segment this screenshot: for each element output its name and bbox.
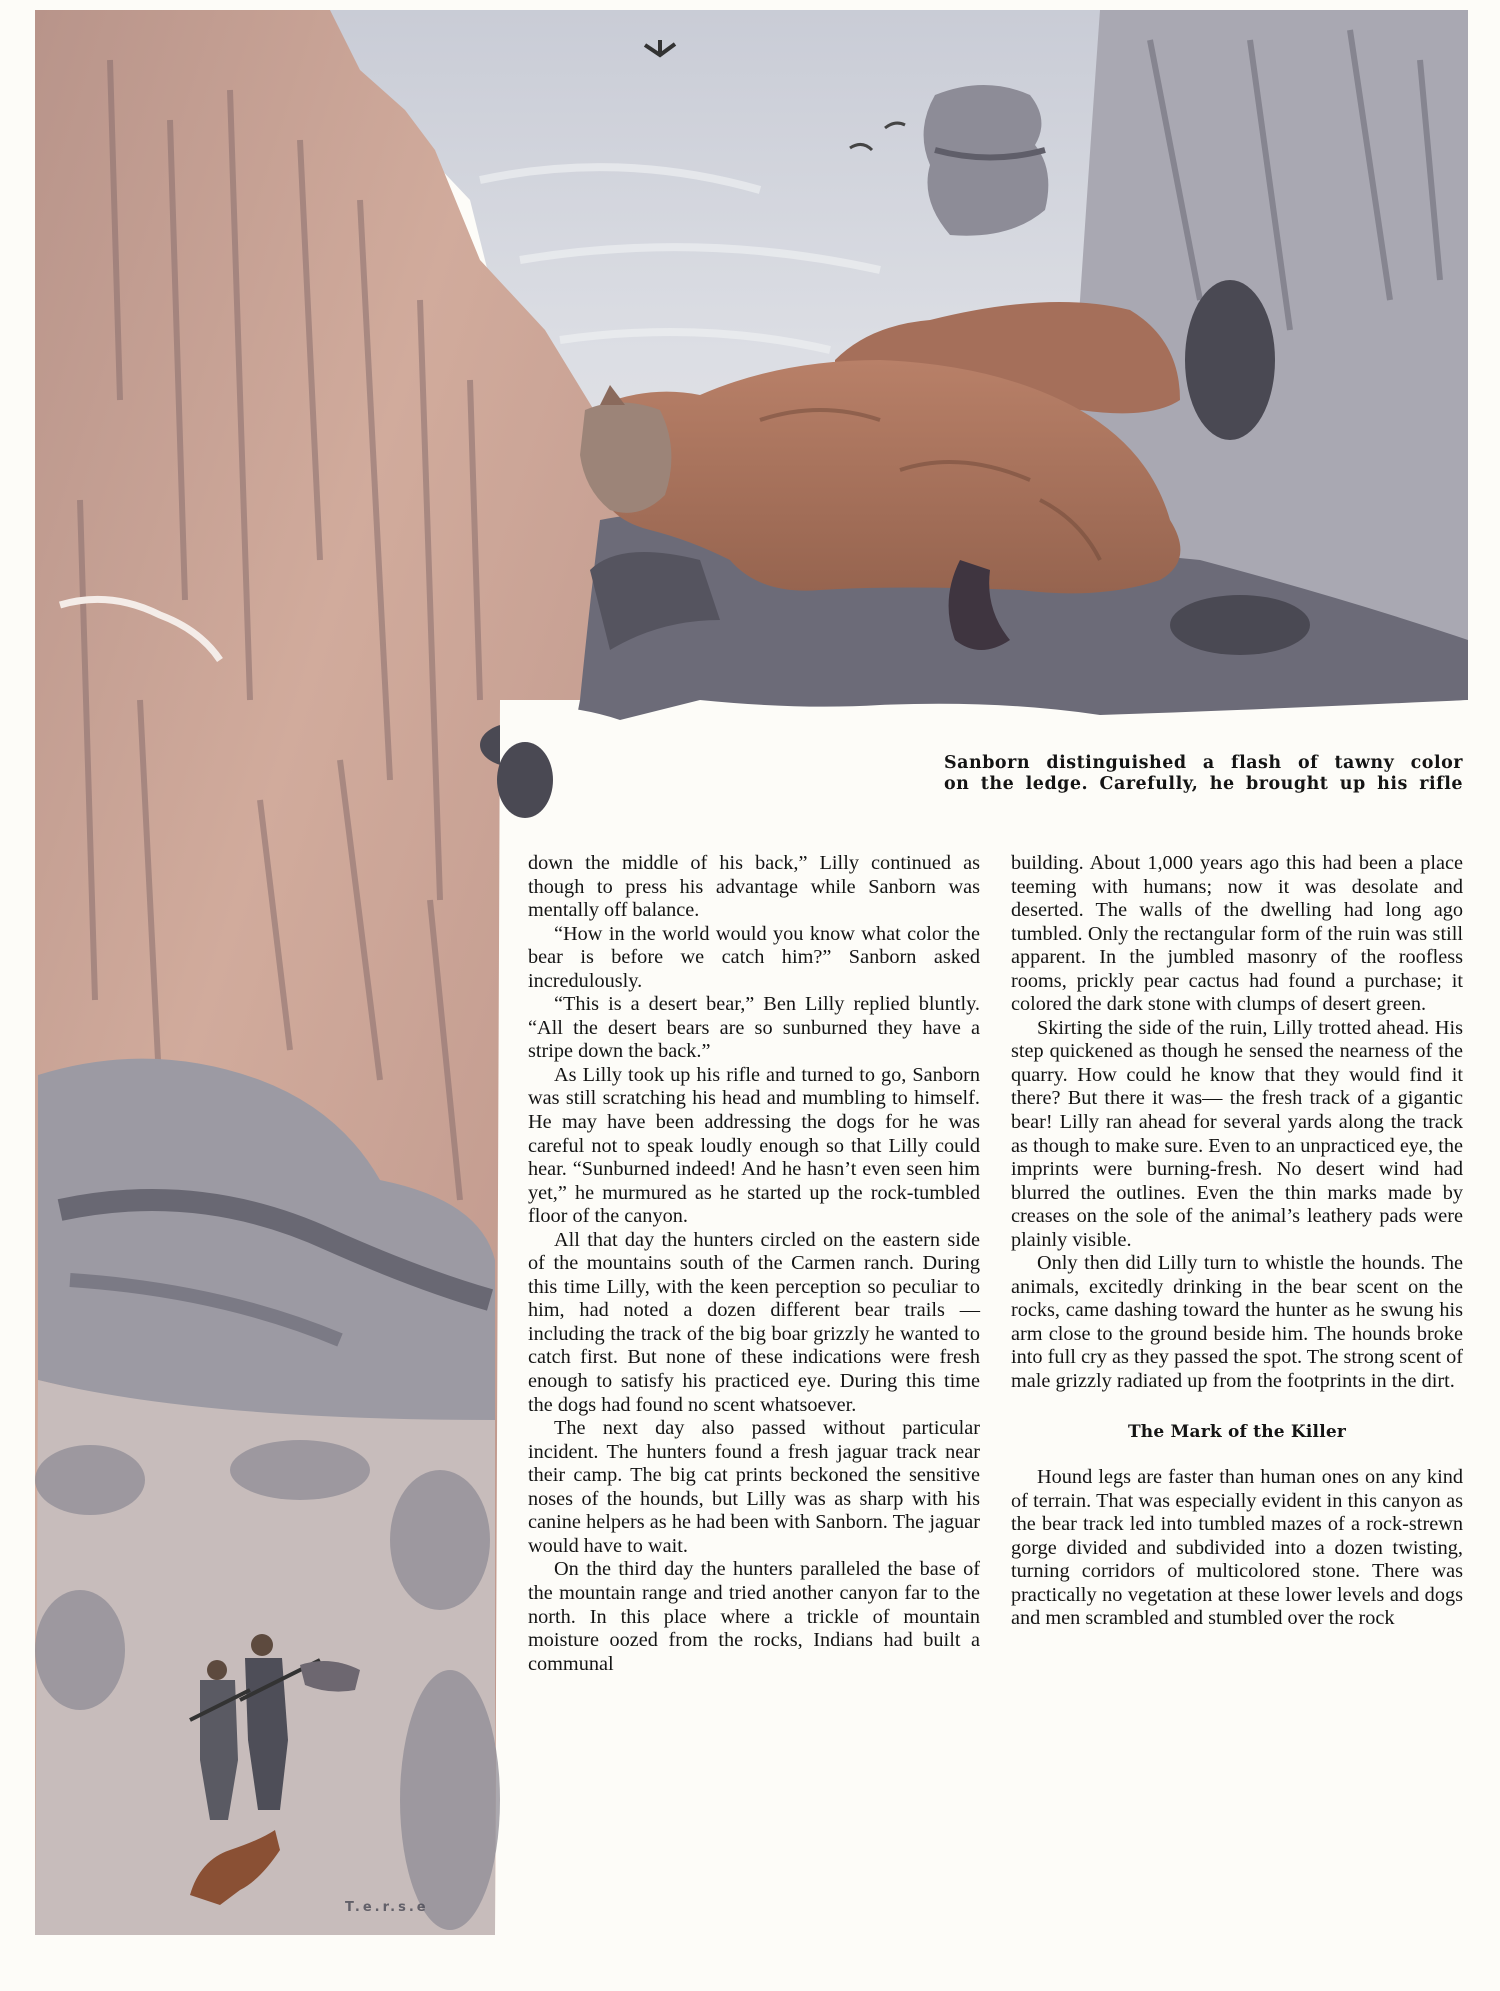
ledge-shrub bbox=[497, 742, 553, 818]
caption-line-1: Sanborn distinguished a flash of tawny color bbox=[944, 753, 1463, 773]
paragraph: Hound legs are faster than human ones on any kind of terrain. That was especially evident in this canyon as the bear track led into tumbled mazes of a rock-strewn gorge divided and subdivided into a dozen twisting, turning corridors of multicolored stone. There was practically no vegetation at these lower levels and dogs and men scrambled and stumbled over the rock bbox=[1011, 1466, 1463, 1630]
paragraph: “How in the world would you know what color the bear is before we catch him?” Sanborn asked incredulously. bbox=[528, 922, 980, 992]
paragraph: “This is a desert bear,” Ben Lilly replied bluntly. “All the desert bears are so sunburned they have a stripe down the back.” bbox=[528, 993, 980, 1063]
illustration-caption bbox=[944, 753, 1463, 795]
paragraph: Skirting the side of the ruin, Lilly trotted ahead. His step quickened as though he sensed the nearness of the quarry. How could he know that they would find it there? But there it was— the fresh track of a gigantic bear! Lilly ran ahead for several yards along the track as though to make sure. Even to an unpracticed eye, the imprints were burning-fresh. No desert wind had blurred the outlines. Even the thin marks made by creases on the sole of the animal’s leathery pads were plainly visible. bbox=[1011, 1016, 1463, 1251]
paragraph: The next day also passed without particular incident. The hunters found a fresh jaguar track near their camp. The big cat prints beckoned the sensitive noses of the hounds, but Lilly was as sharp with his canine helpers as he had been with Sanborn. The jaguar would have to wait. bbox=[528, 1417, 980, 1557]
paragraph: down the middle of his back,” Lilly continued as though to press his advantage while Sanborn was mentally off balance. bbox=[528, 852, 980, 922]
paragraph: As Lilly took up his rifle and turned to go, Sanborn was still scratching his head and mumbling to himself. He may have been addressing the dogs for he was careful not to speak loudly enough so that Lilly could hear. “Sunburned indeed! And he hasn’t even seen him yet,” he murmured as he started up the rock-tumbled floor of the canyon. bbox=[528, 1063, 980, 1228]
section-subheading: The Mark of the Killer bbox=[1127, 1421, 1347, 1442]
article-column-1 bbox=[528, 852, 980, 1676]
article-column-2 bbox=[1011, 852, 1463, 1631]
caption-line-2: on the ledge. Carefully, he brought up his rifle bbox=[944, 774, 1463, 794]
paragraph: building. About 1,000 years ago this had been a place teeming with humans; now it was desolate and deserted. The walls of the dwelling had long ago tumbled. Only the rectangular form of the ruin was still apparent. In the jumbled masonry of the roofless rooms, prickly pear cactus had found a purchase; it colored the dark stone with clumps of desert green. bbox=[1011, 852, 1463, 1016]
paragraph: All that day the hunters circled on the eastern side of the mountains south of the Carmen ranch. During this time Lilly, with the keen perception so peculiar to him, had noted a dozen different bear trails — including the track of the big boar grizzly he wanted to catch first. But none of these indications were fresh enough to satisfy his practiced eye. During this time the dogs had found no scent whatsoever. bbox=[528, 1228, 980, 1416]
paragraph: Only then did Lilly turn to whistle the hounds. The animals, excitedly drinking in the bear scent on the rocks, came dashing toward the hunter as he swung his arm close to the ground beside him. The hounds broke into full cry as they passed the spot. The strong scent of male grizzly radiated up from the footprints in the dirt. bbox=[1011, 1252, 1463, 1393]
paragraph: On the third day the hunters paralleled the base of the mountain range and tried another canyon far to the north. In this place where a trickle of mountain moisture oozed from the rocks, Indians had built a communal bbox=[528, 1558, 980, 1675]
artist-signature: T.e.r.s.e bbox=[345, 1900, 429, 1915]
